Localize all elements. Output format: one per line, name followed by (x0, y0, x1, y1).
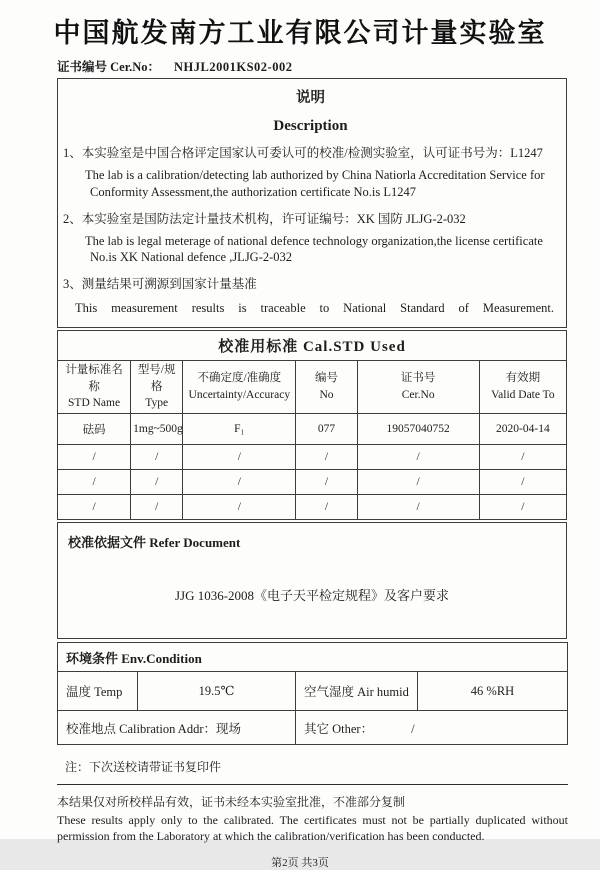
description-heading-cn: 说明 (296, 90, 325, 106)
table-cell: / (357, 445, 479, 470)
certificate-number-line (57, 57, 600, 75)
table-cell: 砝码 (58, 414, 131, 445)
col-header-type: 型号/规格 Type (131, 361, 183, 414)
other-label: 其它 Other： (304, 721, 374, 736)
description-section (57, 78, 567, 328)
table-cell: 2020-04-14 (479, 414, 566, 445)
refer-document-label: 校准依据文件 Refer Document (68, 535, 241, 551)
temperature-label: 温度 Temp (58, 672, 138, 711)
description-item-2-en: The lab is legal meterage of national defence technology organization,the license certificate No.is XK National defence ,JLJG-2-032 (85, 233, 543, 265)
statement-en: These results apply only to the calibrated. The certificates must not be partially duplicated without permission from the Laboratory at which the calibration/verification has been conducted. (57, 813, 568, 843)
table-cell: 1mg~500g (131, 414, 183, 445)
table-row (58, 495, 567, 520)
table-cell: / (479, 470, 566, 495)
table-cell: / (479, 495, 566, 520)
description-item-1-en: The lab is a calibration/detecting lab authorized by China Natiorla Accreditation Service for Conformity Assessment,the authorization certificate No.is L1247 (85, 167, 545, 199)
description-item-3-cn: 3、测量结果可溯源到国家计量基准 (63, 277, 257, 292)
table-cell: 077 (296, 414, 357, 445)
table-cell: / (296, 495, 357, 520)
env-condition-values-row (58, 672, 568, 711)
table-cell: / (58, 445, 131, 470)
table-cell: F₁ (183, 414, 296, 445)
temperature-value: 19.5℃ (138, 672, 296, 711)
footer-divider (57, 784, 568, 785)
env-condition-label: 环境条件 Env.Condition (58, 643, 568, 672)
table-row (58, 470, 567, 495)
table-cell: / (183, 495, 296, 520)
certificate-number-label: 证书编号 Cer.No： (57, 60, 161, 74)
table-cell: / (58, 470, 131, 495)
cal-std-table (57, 330, 567, 520)
table-cell: / (296, 445, 357, 470)
cal-std-table-title: 校准用标准 Cal.STD Used (58, 331, 567, 361)
table-cell: / (479, 445, 566, 470)
refer-document-value: JJG 1036-2008《电子天平检定规程》及客户要求 (174, 588, 450, 604)
calibration-address: 校准地点 Calibration Addr：现场 (58, 711, 296, 745)
col-header-uncertainty: 不确定度/准确度 Uncertainty/Accuracy (183, 361, 296, 414)
cal-std-table-title-row (58, 331, 567, 361)
cal-std-table-header-row (58, 361, 567, 414)
col-header-std-name: 计量标准名称 STD Name (58, 361, 131, 414)
env-condition-header-row (58, 643, 568, 672)
description-item-1-cn: 1、本实验室是中国合格评定国家认可委认可的校准/检测实验室，认可证书号为：L1247 (63, 146, 543, 160)
env-condition-table (57, 642, 568, 745)
table-cell: / (131, 495, 183, 520)
table-cell: / (131, 470, 183, 495)
humidity-label: 空气湿度 Air humid (296, 672, 418, 711)
description-heading-en: Description (273, 118, 348, 134)
refer-document-section (57, 522, 567, 639)
other-condition (296, 711, 568, 745)
table-row (58, 414, 567, 445)
note-line: 注：下次送校请带证书复印件 (65, 760, 222, 775)
other-value: / (411, 721, 415, 736)
calibration-address-row (58, 711, 568, 745)
table-cell: 19057040752 (357, 414, 479, 445)
col-header-valid-date: 有效期 Valid Date To (479, 361, 566, 414)
certificate-number-value: NHJL2001KS02-002 (174, 60, 293, 74)
page-title: 中国航发南方工业有限公司计量实验室 (53, 18, 547, 48)
table-cell: / (58, 495, 131, 520)
col-header-no: 编号 No (296, 361, 357, 414)
description-item-2-cn: 2、本实验室是国防法定计量技术机构，许可证编号：XK 国防 JLJG-2-032 (63, 211, 466, 226)
table-cell: / (296, 470, 357, 495)
page-number: 第2页 共3页 (271, 856, 329, 869)
table-cell: / (131, 445, 183, 470)
table-cell: / (183, 445, 296, 470)
table-cell: / (183, 470, 296, 495)
col-header-cer-no: 证书号 Cer.No (357, 361, 479, 414)
table-row (58, 445, 567, 470)
humidity-value: 46 %RH (418, 672, 568, 711)
table-cell: / (357, 470, 479, 495)
table-cell: / (357, 495, 479, 520)
statement-cn: 本结果仅对所校样品有效，证书未经本实验室批准，不准部分复制 (57, 795, 406, 810)
description-item-3-en: This measurement results is traceable to National Standard of Measurement. (75, 301, 554, 316)
